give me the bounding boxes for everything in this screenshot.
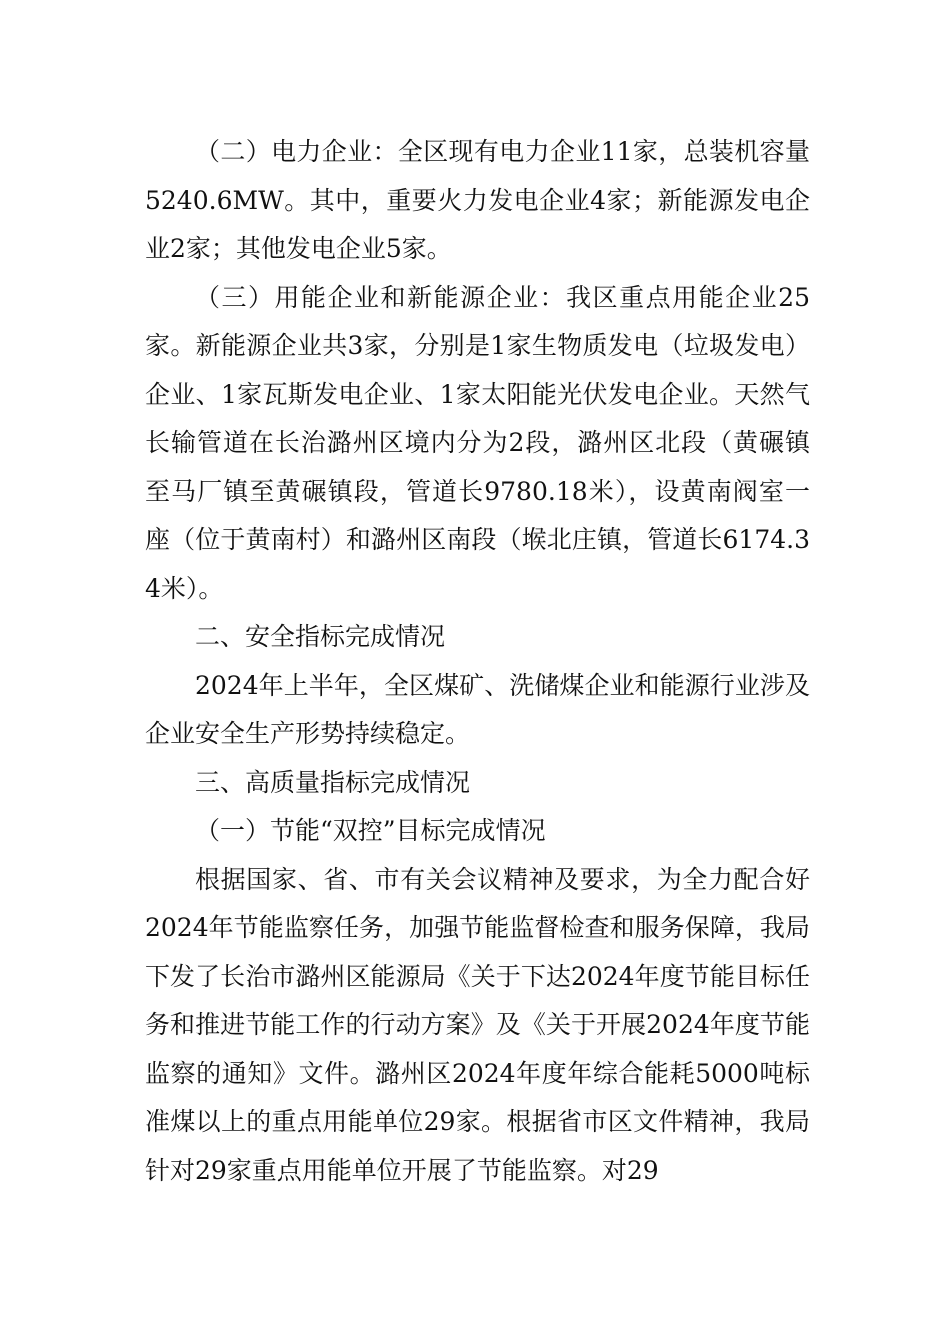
document-page xyxy=(145,128,810,1195)
section-heading-safety: 二、安全指标完成情况 xyxy=(195,622,446,651)
subsection-heading-energy-saving: （一）节能“双控”目标完成情况 xyxy=(195,816,546,845)
section-heading-quality: 三、高质量指标完成情况 xyxy=(195,767,471,797)
paragraph-safety: 2024年上半年，全区煤矿、洗储煤企业和能源行业涉及企业安全生产形势持续稳定。 xyxy=(145,670,810,748)
paragraph-energy-saving: 根据国家、省、市有关会议精神及要求，为全力配合好2024年节能监察任务，加强节能监督检查和服务保障，我局下发了长治市潞州区能源局《关于下达2024年度节能目标任务和推进节能工作的行动方案》及《关于开展2024年度节能监察的通知》文件。潞州区2024年度年综合能耗5000吨标准煤以上的重点用能单位29家。根据省市区文件精神，我局针对29家重点用能单位开展了节能监察。对29 xyxy=(145,864,810,1185)
paragraph-power-enterprises: （二）电力企业：全区现有电力企业11家，总装机容量5240.6MW。其中，重要火力发电企业4家；新能源发电企业2家；其他发电企业5家。 xyxy=(145,137,810,263)
paragraph-energy-enterprises: （三）用能企业和新能源企业：我区重点用能企业25家。新能源企业共3家，分别是1家生物质发电（垃圾发电）企业、1家瓦斯发电企业、1家太阳能光伏发电企业。天然气长输管道在长治潞州区境内分为2段，潞州区北段（黄碾镇至马厂镇至黄碾镇段，管道长9780.18米），设黄南阀室一座（位于黄南村）和潞州区南段（堠北庄镇，管道长6174.34米）。 xyxy=(145,282,810,603)
